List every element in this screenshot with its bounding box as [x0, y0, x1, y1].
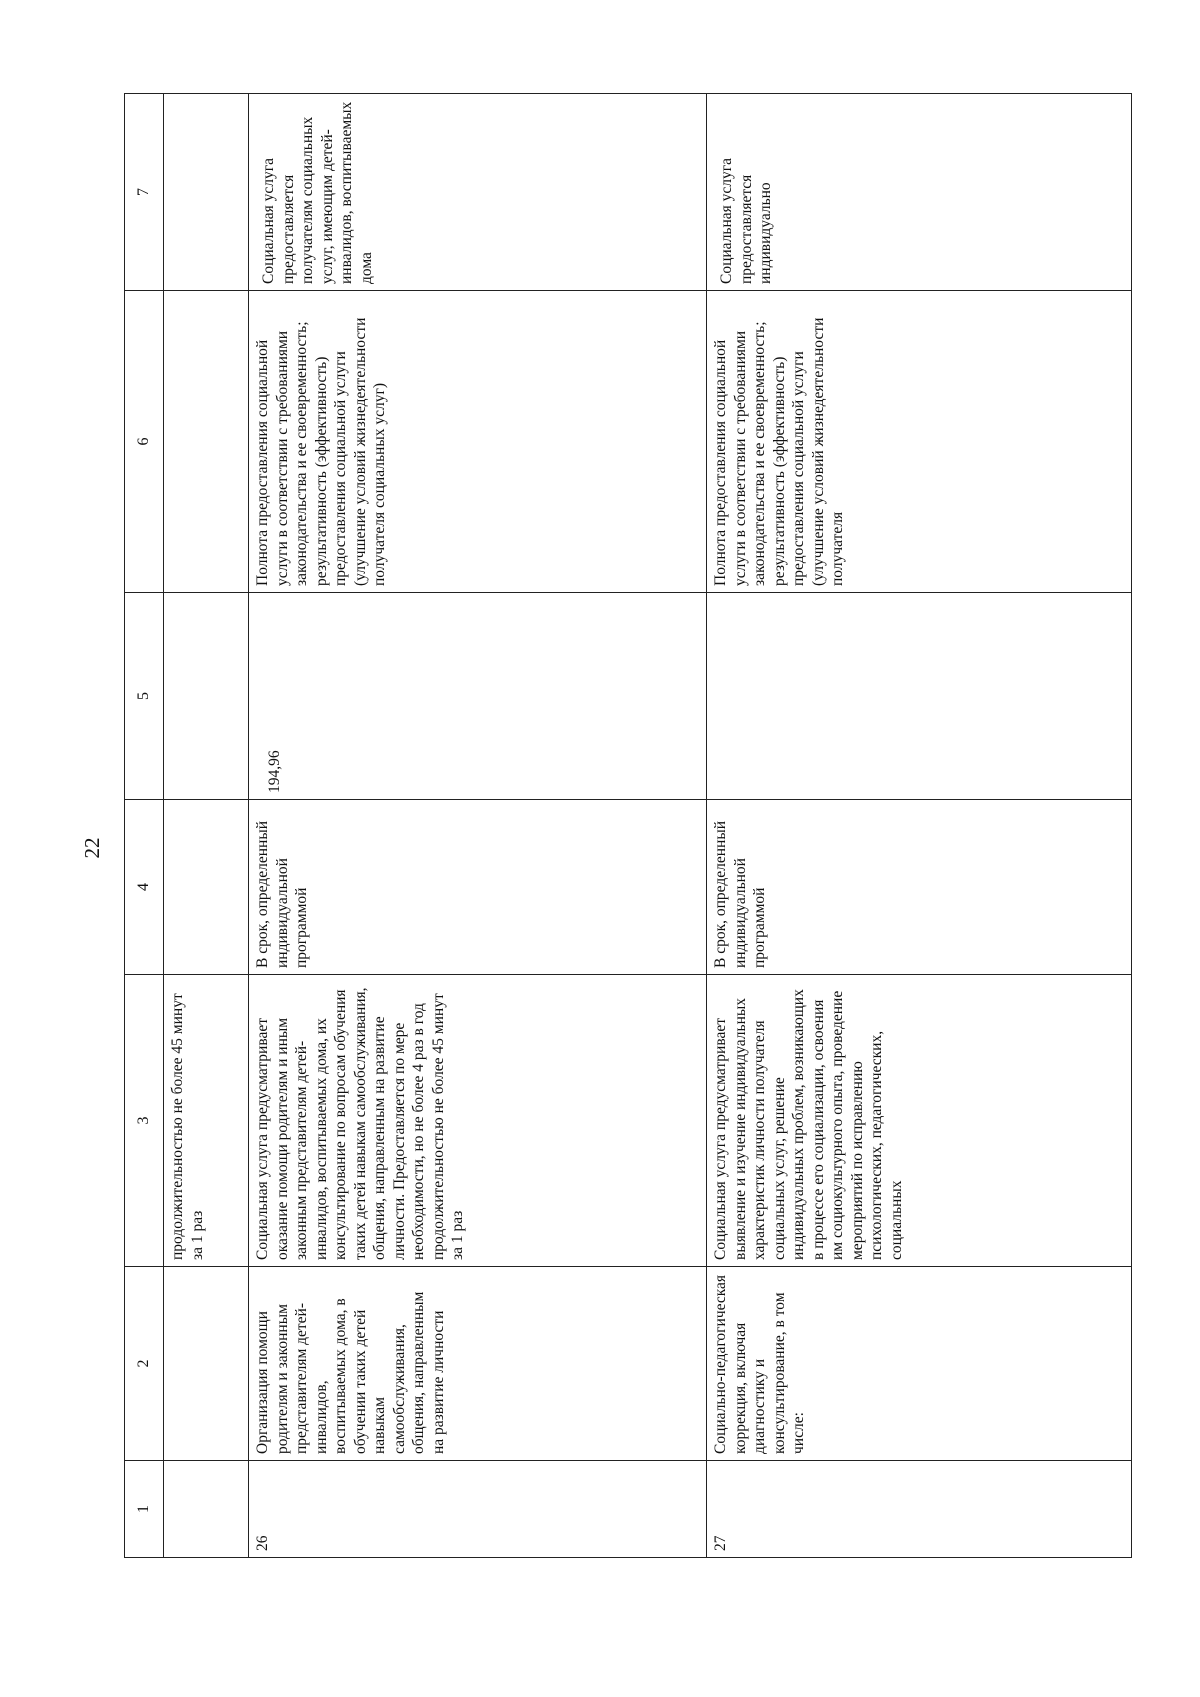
cont-num: [164, 1461, 249, 1558]
table-row: [249, 94, 707, 1558]
header-col-6: 6: [125, 291, 164, 593]
header-col-5: 5: [125, 593, 164, 800]
continuation-row: [164, 94, 249, 1558]
table-row: [707, 94, 1132, 1558]
service-term: В срок, определенный индивидуальной программой: [249, 800, 707, 975]
service-term: В срок, определенный индивидуальной программой: [707, 800, 1132, 975]
cont-name: [164, 1267, 249, 1461]
header-col-3: 3: [125, 975, 164, 1267]
cont-conditions: [164, 94, 249, 291]
service-quality: Полнота предоставления социальной услуги в соответствии с требованиями законодательства и ее своевременность; результативность (эффективность) предоставления социальной услуги (улучшение условий жизнедеятельности получателя социальных услуг): [249, 291, 707, 593]
service-name: Социально-педагогическая коррекция, включая диагностику и консультирование, в том числе:: [707, 1267, 1132, 1461]
cont-term: [164, 800, 249, 975]
service-name: Организация помощи родителям и законным представителям детей-инвалидов, воспитываемых дома, в обучении таких детей навыкам самообслуживания, общения, направленным на развитие личности: [249, 1267, 707, 1461]
service-description: Социальная услуга предусматривает выявление и изучение индивидуальных характеристик личности получателя социальных услуг, решение индивидуальных проблем, возникающих в процессе его социализации, освоения им социокультурного опыта, проведение мероприятий по исправлению психологических, педагогических, социальных: [707, 975, 1132, 1267]
service-description: Социальная услуга предусматривает оказание помощи родителям и иным законным представителям детей-инвалидов, воспитываемых дома, их консультирование по вопросам обучения таких детей навыкам самообслуживания, общения, направленным на развитие личности. Предоставляется по мере необходимости, но не более 4 раз в год продолжительностью не более 45 минут за 1 раз: [249, 975, 707, 1267]
cont-description: продолжительностью не более 45 минут за 1 раз: [164, 975, 249, 1267]
page-number: 22: [80, 837, 104, 859]
cont-quality: [164, 291, 249, 593]
services-table: [124, 93, 1132, 1558]
service-price: [707, 593, 1132, 800]
header-col-2: 2: [125, 1267, 164, 1461]
row-number: 26: [249, 1461, 707, 1558]
service-price: 194,96: [249, 593, 707, 800]
header-row: [125, 94, 164, 1558]
rotated-table-container: [124, 94, 1081, 1558]
service-conditions: Социальная услуга предоставляется получателям социальных услуг, имеющим детей-инвалидов, воспитываемых дома: [249, 94, 707, 291]
header-col-7: 7: [125, 94, 164, 291]
header-col-1: 1: [125, 1461, 164, 1558]
service-quality: Полнота предоставления социальной услуги в соответствии с требованиями законодательства и ее своевременность; результативность (эффективность) предоставления социальной услуги (улучшение условий жизнедеятельности получателя: [707, 291, 1132, 593]
cont-price: [164, 593, 249, 800]
header-col-4: 4: [125, 800, 164, 975]
row-number: 27: [707, 1461, 1132, 1558]
services-table-frame: [124, 94, 1081, 1558]
service-conditions: Социальная услуга предоставляется индивидуально: [707, 94, 1132, 291]
